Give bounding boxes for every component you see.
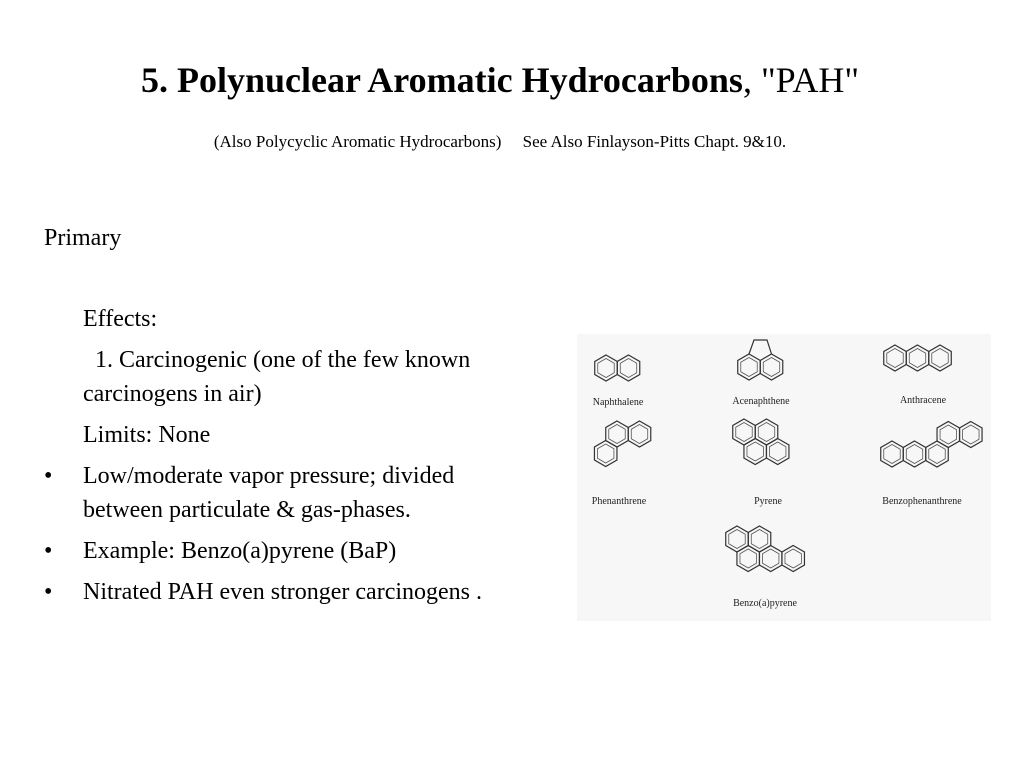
bullet-text-line: Low/moderate vapor pressure; divided	[83, 463, 455, 489]
phenanthrene-structure	[594, 421, 650, 467]
benzo-a-pyrene-label: Benzo(a)pyrene	[733, 598, 797, 609]
pah-structures-svg	[577, 334, 991, 621]
benzophenanthrene-structure	[881, 422, 982, 468]
bullet-text-line: between particulate & gas-phases.	[83, 497, 411, 523]
pyrene-structure	[733, 419, 789, 465]
section-heading: Primary	[44, 225, 122, 251]
bullet-text-line: Example: Benzo(a)pyrene (BaP)	[83, 538, 397, 564]
bullet-glyph: •	[44, 463, 53, 489]
slide-title-rest: , "PAH"	[742, 60, 860, 100]
benzo-a-pyrene-structure	[726, 526, 805, 572]
acenaphthene-structure	[738, 340, 783, 380]
pyrene-label: Pyrene	[754, 496, 782, 507]
effects-heading: Effects:	[83, 306, 158, 332]
naphthalene-structure	[595, 355, 640, 381]
benzophenanthrene-label: Benzophenanthrene	[882, 496, 962, 507]
anthracene-structure	[884, 345, 952, 371]
carcinogenic-line-1: 1. Carcinogenic (one of the few known	[95, 347, 471, 373]
carcinogenic-line-2: carcinogens in air)	[83, 381, 262, 407]
phenanthrene-label: Phenanthrene	[591, 496, 647, 507]
naphthalene-label: Naphthalene	[592, 397, 644, 408]
acenaphthene-label: Acenaphthene	[732, 396, 790, 407]
bullet-glyph: •	[44, 538, 53, 564]
limits-line: Limits: None	[83, 422, 211, 448]
pah-structures-figure	[577, 334, 991, 621]
anthracene-label: Anthracene	[899, 395, 947, 406]
slide-title	[0, 58, 1000, 102]
bullet-glyph: •	[44, 579, 53, 605]
slide-title-strong: 5. Polynuclear Aromatic Hydrocarbons	[140, 60, 743, 100]
bullet-text-line: Nitrated PAH even stronger carcinogens .	[83, 579, 482, 605]
slide-subtitle: (Also Polycyclic Aromatic Hydrocarbons) See Also Finlayson-Pitts Chapt. 9&10.	[213, 132, 787, 151]
